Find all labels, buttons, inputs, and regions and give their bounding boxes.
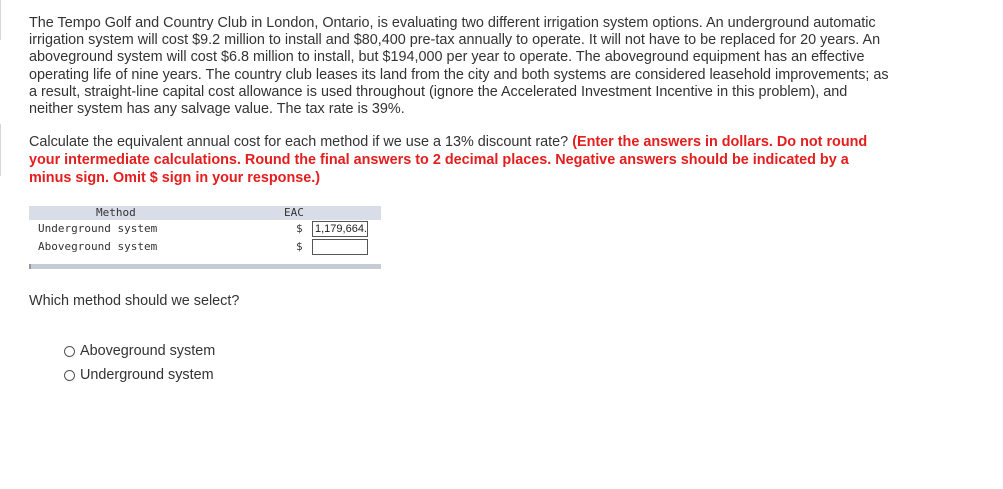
option-label: Aboveground system — [80, 343, 216, 359]
radio-button-icon[interactable] — [64, 370, 75, 381]
instruction — [29, 134, 889, 187]
radio-button-icon[interactable] — [64, 346, 75, 357]
row-label-underground: Underground system — [38, 222, 158, 235]
table-row-underground — [29, 220, 381, 238]
method-question: Which method should we select? — [29, 293, 240, 309]
row-label-aboveground: Aboveground system — [38, 240, 158, 253]
eac-input-underground[interactable]: 1,179,664. — [312, 221, 368, 237]
column-header-method: Method — [96, 206, 136, 219]
left-edge-marker — [0, 124, 4, 176]
left-edge-marker — [0, 0, 4, 40]
eac-input-aboveground[interactable] — [312, 239, 368, 255]
table-footer-bar — [29, 264, 381, 269]
table-row-aboveground — [29, 238, 381, 256]
instruction-note: (Enter the answers in dollars. Do not round your intermediate calculations. Round the final answers to 2 decimal places. Negative answers should be indicated by a minus sign. Omit $ sign in your response.) — [29, 134, 868, 186]
instruction-prompt: Calculate the equivalent annual cost for each method if we use a 13% discount rate? — [29, 134, 569, 150]
option-underground[interactable] — [64, 366, 214, 384]
column-header-eac: EAC — [284, 206, 304, 219]
currency-symbol: $ — [296, 240, 303, 253]
currency-symbol: $ — [296, 222, 303, 235]
option-aboveground[interactable] — [64, 342, 215, 360]
table-header — [29, 206, 381, 220]
option-label: Underground system — [80, 367, 214, 383]
question-text: The Tempo Golf and Country Club in London, Ontario, is evaluating two different irrigation system options. An underground automatic irrigation system will cost $9.2 million to install and $80,400 pre-tax annually to operate. It will not have to be replaced for 20 years. An aboveground system will cost $6.8 million to install, but $194,000 per year to operate. The aboveground equipment has an effective operating life of nine years. The country club leases its land from the city and both systems are considered leasehold improvements; as a result, straight-line capital cost allowance is used throughout (ignore the Accelerated Investment Incentive in this problem), and neither system has any salvage value. The tax rate is 39%. — [29, 15, 889, 118]
eac-table — [29, 206, 381, 256]
